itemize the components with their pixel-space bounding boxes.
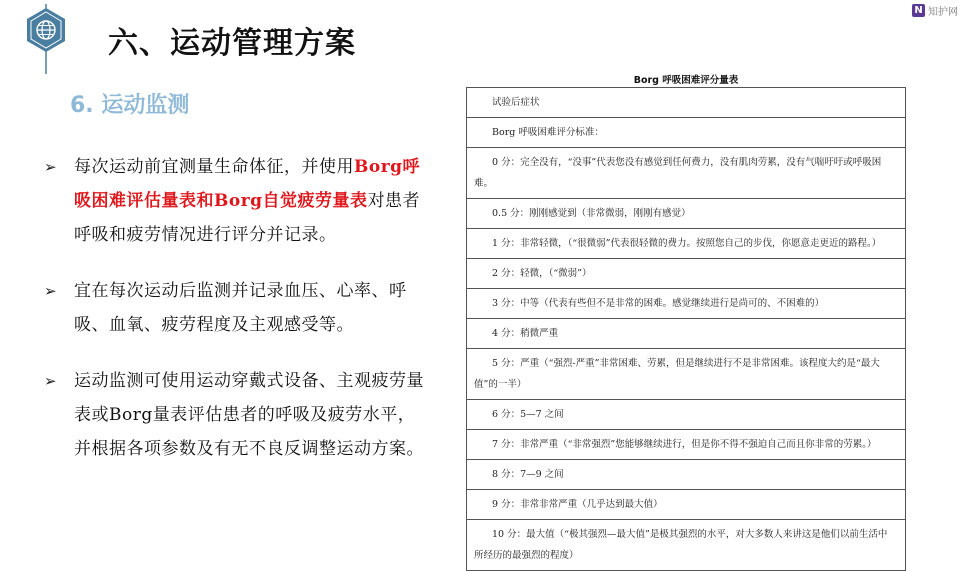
section-subtitle: 6. 运动监测 xyxy=(70,93,190,118)
brand-label: 知护网 xyxy=(928,7,958,18)
bullet-list xyxy=(44,150,424,488)
cell-line: 2 分：轻微，（“微弱”） xyxy=(492,268,592,279)
cell-line: 4 分：稍微严重 xyxy=(492,328,559,339)
table-row xyxy=(467,118,906,148)
arrow-bullet-icon: ➢ xyxy=(44,282,57,300)
table-row xyxy=(467,319,906,349)
table-row xyxy=(467,430,906,460)
table-row xyxy=(467,259,906,289)
cell-line: 0 分：完全没有，“没事”代表您没有感觉到任何费力，没有肌肉劳累，没有气喘吁吁或呼吸困 xyxy=(492,157,882,168)
table-row xyxy=(467,460,906,490)
table-row xyxy=(467,148,906,199)
globe-logo xyxy=(22,4,70,74)
table-cell xyxy=(467,349,906,400)
bullet-text-prefix: 每次运动前宜测量生命体征，并使用 xyxy=(74,157,354,177)
table-row xyxy=(467,490,906,520)
bullet-text: 宜在每次运动后监测并记录血压、心率、呼吸、血氧、疲劳程度及主观感受等。 xyxy=(74,281,407,335)
cell-line: Borg 呼吸困难评分标准： xyxy=(492,127,604,138)
table-cell xyxy=(467,259,906,289)
bullet-text-suffix: 对患者呼吸和疲劳情况进行评分并记录。 xyxy=(74,191,421,245)
table-row xyxy=(467,199,906,229)
table-row xyxy=(467,400,906,430)
table-cell xyxy=(467,199,906,229)
table-cell xyxy=(467,520,906,571)
bullet-item xyxy=(44,274,424,342)
table-row xyxy=(467,520,906,571)
cell-line: 3 分：中等（代表有些但不是非常的困难。感觉继续进行是尚可的、不困难的） xyxy=(492,298,825,309)
table-row xyxy=(467,88,906,118)
cell-line: 9 分：非常非常严重（几乎达到最大值） xyxy=(492,499,663,510)
table-cell xyxy=(467,460,906,490)
cell-line: 5 分：严重（“强烈-严重”非常困难、劳累，但是继续进行不是非常困难。该程度大约是“最大 xyxy=(492,358,880,369)
brand-logo-icon: N xyxy=(912,4,925,17)
cell-line-wrap: 难。 xyxy=(474,178,494,189)
table-cell xyxy=(467,430,906,460)
table-title: Borg 呼吸困难评分量表 xyxy=(633,75,739,86)
cell-line-wrap: 值”的一半） xyxy=(474,379,527,390)
cell-line: 1 分：非常轻微，（“很微弱”代表很轻微的费力。按照您自己的步伐，你愿意走更近的路程。） xyxy=(492,238,882,249)
cell-line: 10 分：最大值（“极其强烈—最大值”是极其强烈的水平，对大多数人来讲这是他们以前生活中 xyxy=(492,529,888,540)
table-cell xyxy=(467,229,906,259)
table-row xyxy=(467,289,906,319)
globe-icon xyxy=(22,4,70,74)
table-row xyxy=(467,349,906,400)
bullet-text xyxy=(74,150,424,252)
arrow-bullet-icon: ➢ xyxy=(44,158,57,176)
cell-line-wrap: 所经历的最强烈的程度） xyxy=(474,550,579,561)
page-title: 六、运动管理方案 xyxy=(108,26,356,61)
bullet-text: 运动监测可使用运动穿戴式设备、主观疲劳量表或Borg量表评估患者的呼吸及疲劳水平，并根据各项参数及有无不良反调整运动方案。 xyxy=(74,371,424,459)
table-cell xyxy=(467,400,906,430)
table-row xyxy=(467,229,906,259)
borg-scale-table xyxy=(466,87,906,571)
arrow-bullet-icon: ➢ xyxy=(44,372,57,390)
table-cell xyxy=(467,118,906,148)
cell-line: 试验后症状 xyxy=(492,97,540,108)
bullet-item xyxy=(44,150,424,252)
bullet-highlight: Borg呼吸困难评估量表和Borg自觉疲劳量表 xyxy=(74,157,421,211)
table-cell xyxy=(467,148,906,199)
brand-watermark xyxy=(912,3,958,18)
bullet-item xyxy=(44,364,424,466)
table-cell xyxy=(467,289,906,319)
cell-line: 6 分：5—7 之间 xyxy=(492,409,564,420)
cell-line: 0.5 分：刚刚感觉到（非常微弱，刚刚有感觉） xyxy=(492,208,691,219)
table-cell xyxy=(467,490,906,520)
cell-line: 8 分：7—9 之间 xyxy=(492,469,564,480)
table-cell xyxy=(467,319,906,349)
table-cell xyxy=(467,88,906,118)
cell-line: 7 分：非常严重（“非常强烈”您能够继续进行，但是你不得不强迫自己而且你非常的劳累。） xyxy=(492,439,877,450)
